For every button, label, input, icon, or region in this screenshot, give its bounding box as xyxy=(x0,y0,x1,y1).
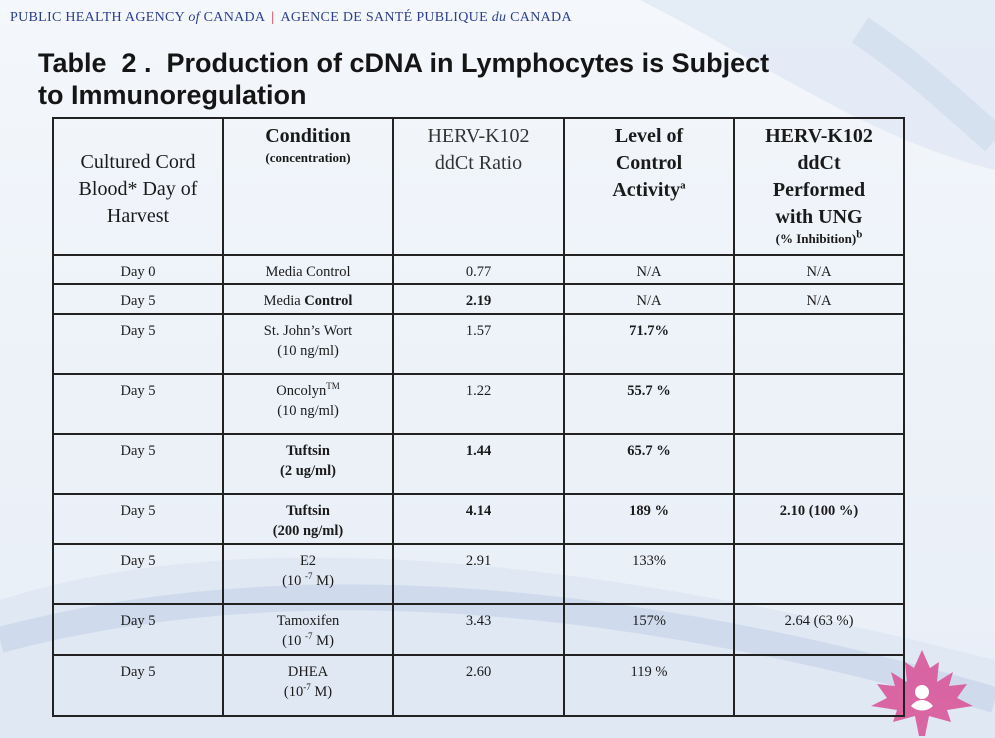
cell-day: Day 5 xyxy=(53,494,223,544)
cell-condition-a: Media xyxy=(263,293,305,309)
cell-activity: 119 % xyxy=(564,655,734,716)
cell-ratio: 4.14 xyxy=(393,494,564,544)
agency-du: du xyxy=(491,10,507,25)
footnote-a-marker: a xyxy=(680,179,686,192)
slide-title xyxy=(38,47,938,111)
cell-activity: 71.7% xyxy=(564,314,734,374)
cell-ung xyxy=(734,655,904,716)
cell-ratio: 1.44 xyxy=(393,434,564,494)
table-row xyxy=(53,655,904,716)
header-ratio-line2: ddCt Ratio xyxy=(434,152,523,174)
header-activity-line3 xyxy=(565,177,733,204)
cell-day: Day 5 xyxy=(53,434,223,494)
cell-conc-a: (10 xyxy=(282,573,306,589)
cell-ratio: 2.60 xyxy=(393,655,564,716)
header-ung-line2: ddCt xyxy=(797,152,841,174)
cell-condition xyxy=(223,314,393,374)
cell-activity: 65.7 % xyxy=(564,434,734,494)
cell-condition-line1: St. John’s Wort xyxy=(263,323,353,339)
cell-condition-line2: (2 ug/ml) xyxy=(280,463,336,479)
agency-name-en: PUBLIC HEALTH AGENCY xyxy=(10,10,185,25)
cell-condition xyxy=(223,434,393,494)
cell-condition-line1: DHEA xyxy=(287,664,329,680)
cell-condition-line1: Tamoxifen xyxy=(276,613,340,629)
header-control-activity xyxy=(564,118,734,255)
cell-condition-line2: (10 ng/ml) xyxy=(277,343,339,359)
cell-condition-line2 xyxy=(224,631,392,651)
cell-ratio: 1.22 xyxy=(393,374,564,434)
table-row xyxy=(53,544,904,604)
header-condition xyxy=(223,118,393,255)
cell-condition xyxy=(223,544,393,604)
table-row xyxy=(53,314,904,374)
cell-day: Day 5 xyxy=(53,655,223,716)
title-line-2: to Immunoregulation xyxy=(38,80,307,110)
header-cord-line1: Cultured Cord xyxy=(80,151,196,173)
title-line-1: Table 2 . Production of cDNA in Lymphocytes is Subject xyxy=(38,48,770,78)
cell-ung: 2.10 (100 %) xyxy=(734,494,904,544)
cell-condition-b: Control xyxy=(304,293,353,309)
cell-condition-name: Oncolyn xyxy=(276,383,327,399)
cell-condition-line1: Tuftsin xyxy=(286,443,330,459)
table-row xyxy=(53,434,904,494)
cell-activity: N/A xyxy=(564,255,734,284)
cell-ratio: 2.19 xyxy=(393,284,564,314)
cell-ung: N/A xyxy=(734,284,904,314)
cell-ratio: 2.91 xyxy=(393,544,564,604)
trademark-sup: TM xyxy=(326,381,340,392)
cell-condition-line2: (10 ng/ml) xyxy=(277,403,339,419)
cell-day: Day 0 xyxy=(53,255,223,284)
cell-ratio: 1.57 xyxy=(393,314,564,374)
header-ung-line4: with UNG xyxy=(775,206,863,228)
cell-day: Day 5 xyxy=(53,374,223,434)
cell-ung xyxy=(734,314,904,374)
cell-activity: 133% xyxy=(564,544,734,604)
cell-activity: 189 % xyxy=(564,494,734,544)
header-ung xyxy=(734,118,904,255)
cell-condition xyxy=(223,374,393,434)
agency-header xyxy=(10,10,572,26)
cell-ung xyxy=(734,374,904,434)
cell-day: Day 5 xyxy=(53,544,223,604)
table-row xyxy=(53,255,904,284)
cell-condition: Media Control xyxy=(223,255,393,284)
cell-ung: 2.64 (63 %) xyxy=(734,604,904,655)
cell-ratio: 0.77 xyxy=(393,255,564,284)
header-activity-line2: Control xyxy=(615,152,683,174)
cell-conc-a: (10 xyxy=(282,633,306,649)
cell-condition-line2 xyxy=(224,682,392,702)
header-cord-blood xyxy=(53,118,223,255)
cell-conc-a: (10 xyxy=(283,684,304,700)
cell-conc-b: M) xyxy=(310,684,333,700)
cell-ratio: 3.43 xyxy=(393,604,564,655)
cell-activity: N/A xyxy=(564,284,734,314)
cell-conc-b: M) xyxy=(312,573,334,589)
cell-activity: 55.7 % xyxy=(564,374,734,434)
agency-separator: | xyxy=(271,10,275,25)
header-activity-line1: Level of xyxy=(614,125,684,147)
header-condition-sub: (concentration) xyxy=(265,150,351,165)
header-row xyxy=(53,118,904,255)
header-ung-line3: Performed xyxy=(772,179,866,201)
cell-ung: N/A xyxy=(734,255,904,284)
agency-of: of xyxy=(188,10,200,25)
agency-name-fr-end: CANADA xyxy=(510,10,572,25)
table-row xyxy=(53,374,904,434)
cell-condition-line1: E2 xyxy=(299,553,317,569)
cell-day: Day 5 xyxy=(53,314,223,374)
cell-condition-line1 xyxy=(224,381,392,401)
cell-conc-exp: -7 xyxy=(305,631,313,642)
cell-ung xyxy=(734,434,904,494)
cell-day: Day 5 xyxy=(53,604,223,655)
header-activity-text: Activity xyxy=(612,179,681,201)
header-ung-line1: HERV-K102 xyxy=(765,125,873,147)
cell-day: Day 5 xyxy=(53,284,223,314)
table-row xyxy=(53,494,904,544)
cell-condition xyxy=(223,655,393,716)
table-row xyxy=(53,604,904,655)
agency-name-en-end: CANADA xyxy=(203,10,266,25)
header-ung-sub-text: (% Inhibition) xyxy=(775,231,857,246)
table-row xyxy=(53,284,904,314)
header-ung-sub xyxy=(735,228,903,247)
cell-condition xyxy=(223,494,393,544)
header-cord-line2: Blood* Day of xyxy=(78,178,198,200)
cell-activity: 157% xyxy=(564,604,734,655)
cell-conc-exp: -7 xyxy=(305,571,313,582)
header-ddct-ratio xyxy=(393,118,564,255)
footnote-b-marker: b xyxy=(856,228,863,241)
header-condition-main: Condition xyxy=(265,125,351,147)
results-table xyxy=(52,117,905,717)
header-cord-line3: Harvest xyxy=(106,205,170,227)
cell-ung xyxy=(734,544,904,604)
cell-conc-exp: -7 xyxy=(303,682,311,693)
cell-condition xyxy=(223,284,393,314)
cell-condition xyxy=(223,604,393,655)
cell-conc-b: M) xyxy=(312,633,334,649)
cell-condition-line2 xyxy=(224,571,392,591)
header-ratio-line1: HERV-K102 xyxy=(427,125,530,147)
cell-condition-line1: Tuftsin xyxy=(286,503,330,519)
cell-condition-line2: (200 ng/ml) xyxy=(272,523,344,539)
agency-name-fr: AGENCE DE SANTÉ PUBLIQUE xyxy=(280,10,488,25)
